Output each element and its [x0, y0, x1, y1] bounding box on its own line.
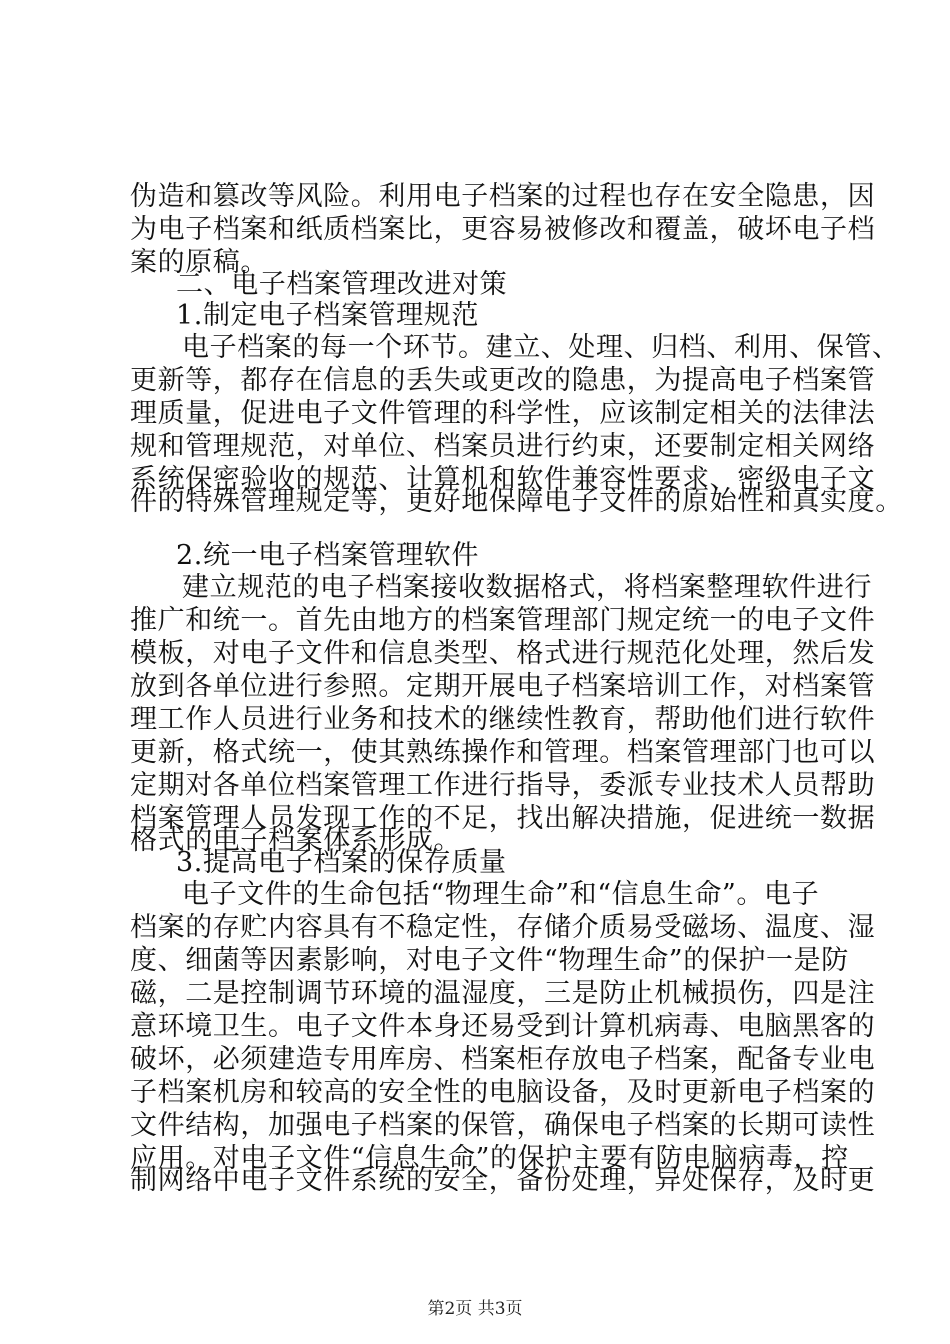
subsection-heading: 1.制定电子档案管理规范	[176, 300, 479, 331]
body-line: 伪造和篡改等风险。利用电子档案的过程也存在安全隐患，因	[130, 181, 876, 212]
body-line: 理工作人员进行业务和技术的继续性教育，帮助他们进行软件	[130, 704, 876, 735]
body-line: 度、细菌等因素影响，对电子文件“物理生命”的保护一是防	[130, 945, 849, 976]
body-line: 放到各单位进行参照。定期开展电子档案培训工作，对档案管	[130, 671, 876, 702]
subsection-heading: 2.统一电子档案管理软件	[176, 540, 479, 571]
body-line: 件的特殊管理规定等，更好地保障电子文件的原始性和真实度。	[130, 486, 903, 517]
body-line: 档案的存贮内容具有不稳定性，存储介质易受磁场、温度、湿	[130, 912, 876, 943]
body-line: 破坏，必须建造专用库房、档案柜存放电子档案，配备专业电	[130, 1044, 876, 1075]
body-line: 电子档案的每一个环节。建立、处理、归档、利用、保管、	[182, 332, 900, 363]
subsection-heading: 3.提高电子档案的保存质量	[176, 847, 507, 878]
body-line: 磁，二是控制调节环境的温湿度，三是防止机械损伤，四是注	[130, 978, 876, 1009]
body-line: 应用。对电子文件“信息生命”的保护主要有防电脑病毒，控	[130, 1143, 849, 1174]
body-line: 案的原稿。	[130, 247, 268, 278]
body-line: 系统保密验收的规范、计算机和软件兼容性要求、密级电子文	[130, 464, 876, 495]
body-line: 子档案机房和较高的安全性的电脑设备，及时更新电子档案的	[130, 1077, 876, 1108]
body-line: 电子文件的生命包括“物理生命”和“信息生命”。电子	[182, 879, 820, 910]
body-line: 更新，格式统一，使其熟练操作和管理。档案管理部门也可以	[130, 737, 876, 768]
body-line: 文件结构，加强电子档案的保管，确保电子档案的长期可读性	[130, 1110, 876, 1141]
body-line: 定期对各单位档案管理工作进行指导，委派专业技术人员帮助	[130, 770, 876, 801]
body-line: 制网络中电子文件系统的安全，备份处理，异处保存，及时更	[130, 1165, 876, 1196]
body-line: 理质量，促进电子文件管理的科学性，应该制定相关的法律法	[130, 398, 876, 429]
body-line: 模板，对电子文件和信息类型、格式进行规范化处理，然后发	[130, 638, 876, 669]
body-line: 更新等，都存在信息的丢失或更改的隐患，为提高电子档案管	[130, 365, 876, 396]
section-heading: 二、电子档案管理改进对策	[176, 269, 508, 300]
page-number-footer: 第2页 共3页	[427, 1299, 523, 1319]
body-line: 建立规范的电子档案接收数据格式，将档案整理软件进行	[182, 572, 872, 603]
body-line: 格式的电子档案体系形成。	[130, 825, 462, 856]
body-line: 意环境卫生。电子文件本身还易受到计算机病毒、电脑黑客的	[130, 1011, 876, 1042]
body-line: 推广和统一。首先由地方的档案管理部门规定统一的电子文件	[130, 605, 876, 636]
body-line: 档案管理人员发现工作的不足，找出解决措施，促进统一数据	[130, 803, 876, 834]
body-line: 为电子档案和纸质档案比，更容易被修改和覆盖，破坏电子档	[130, 214, 876, 245]
body-line: 规和管理规范，对单位、档案员进行约束，还要制定相关网络	[130, 431, 876, 462]
